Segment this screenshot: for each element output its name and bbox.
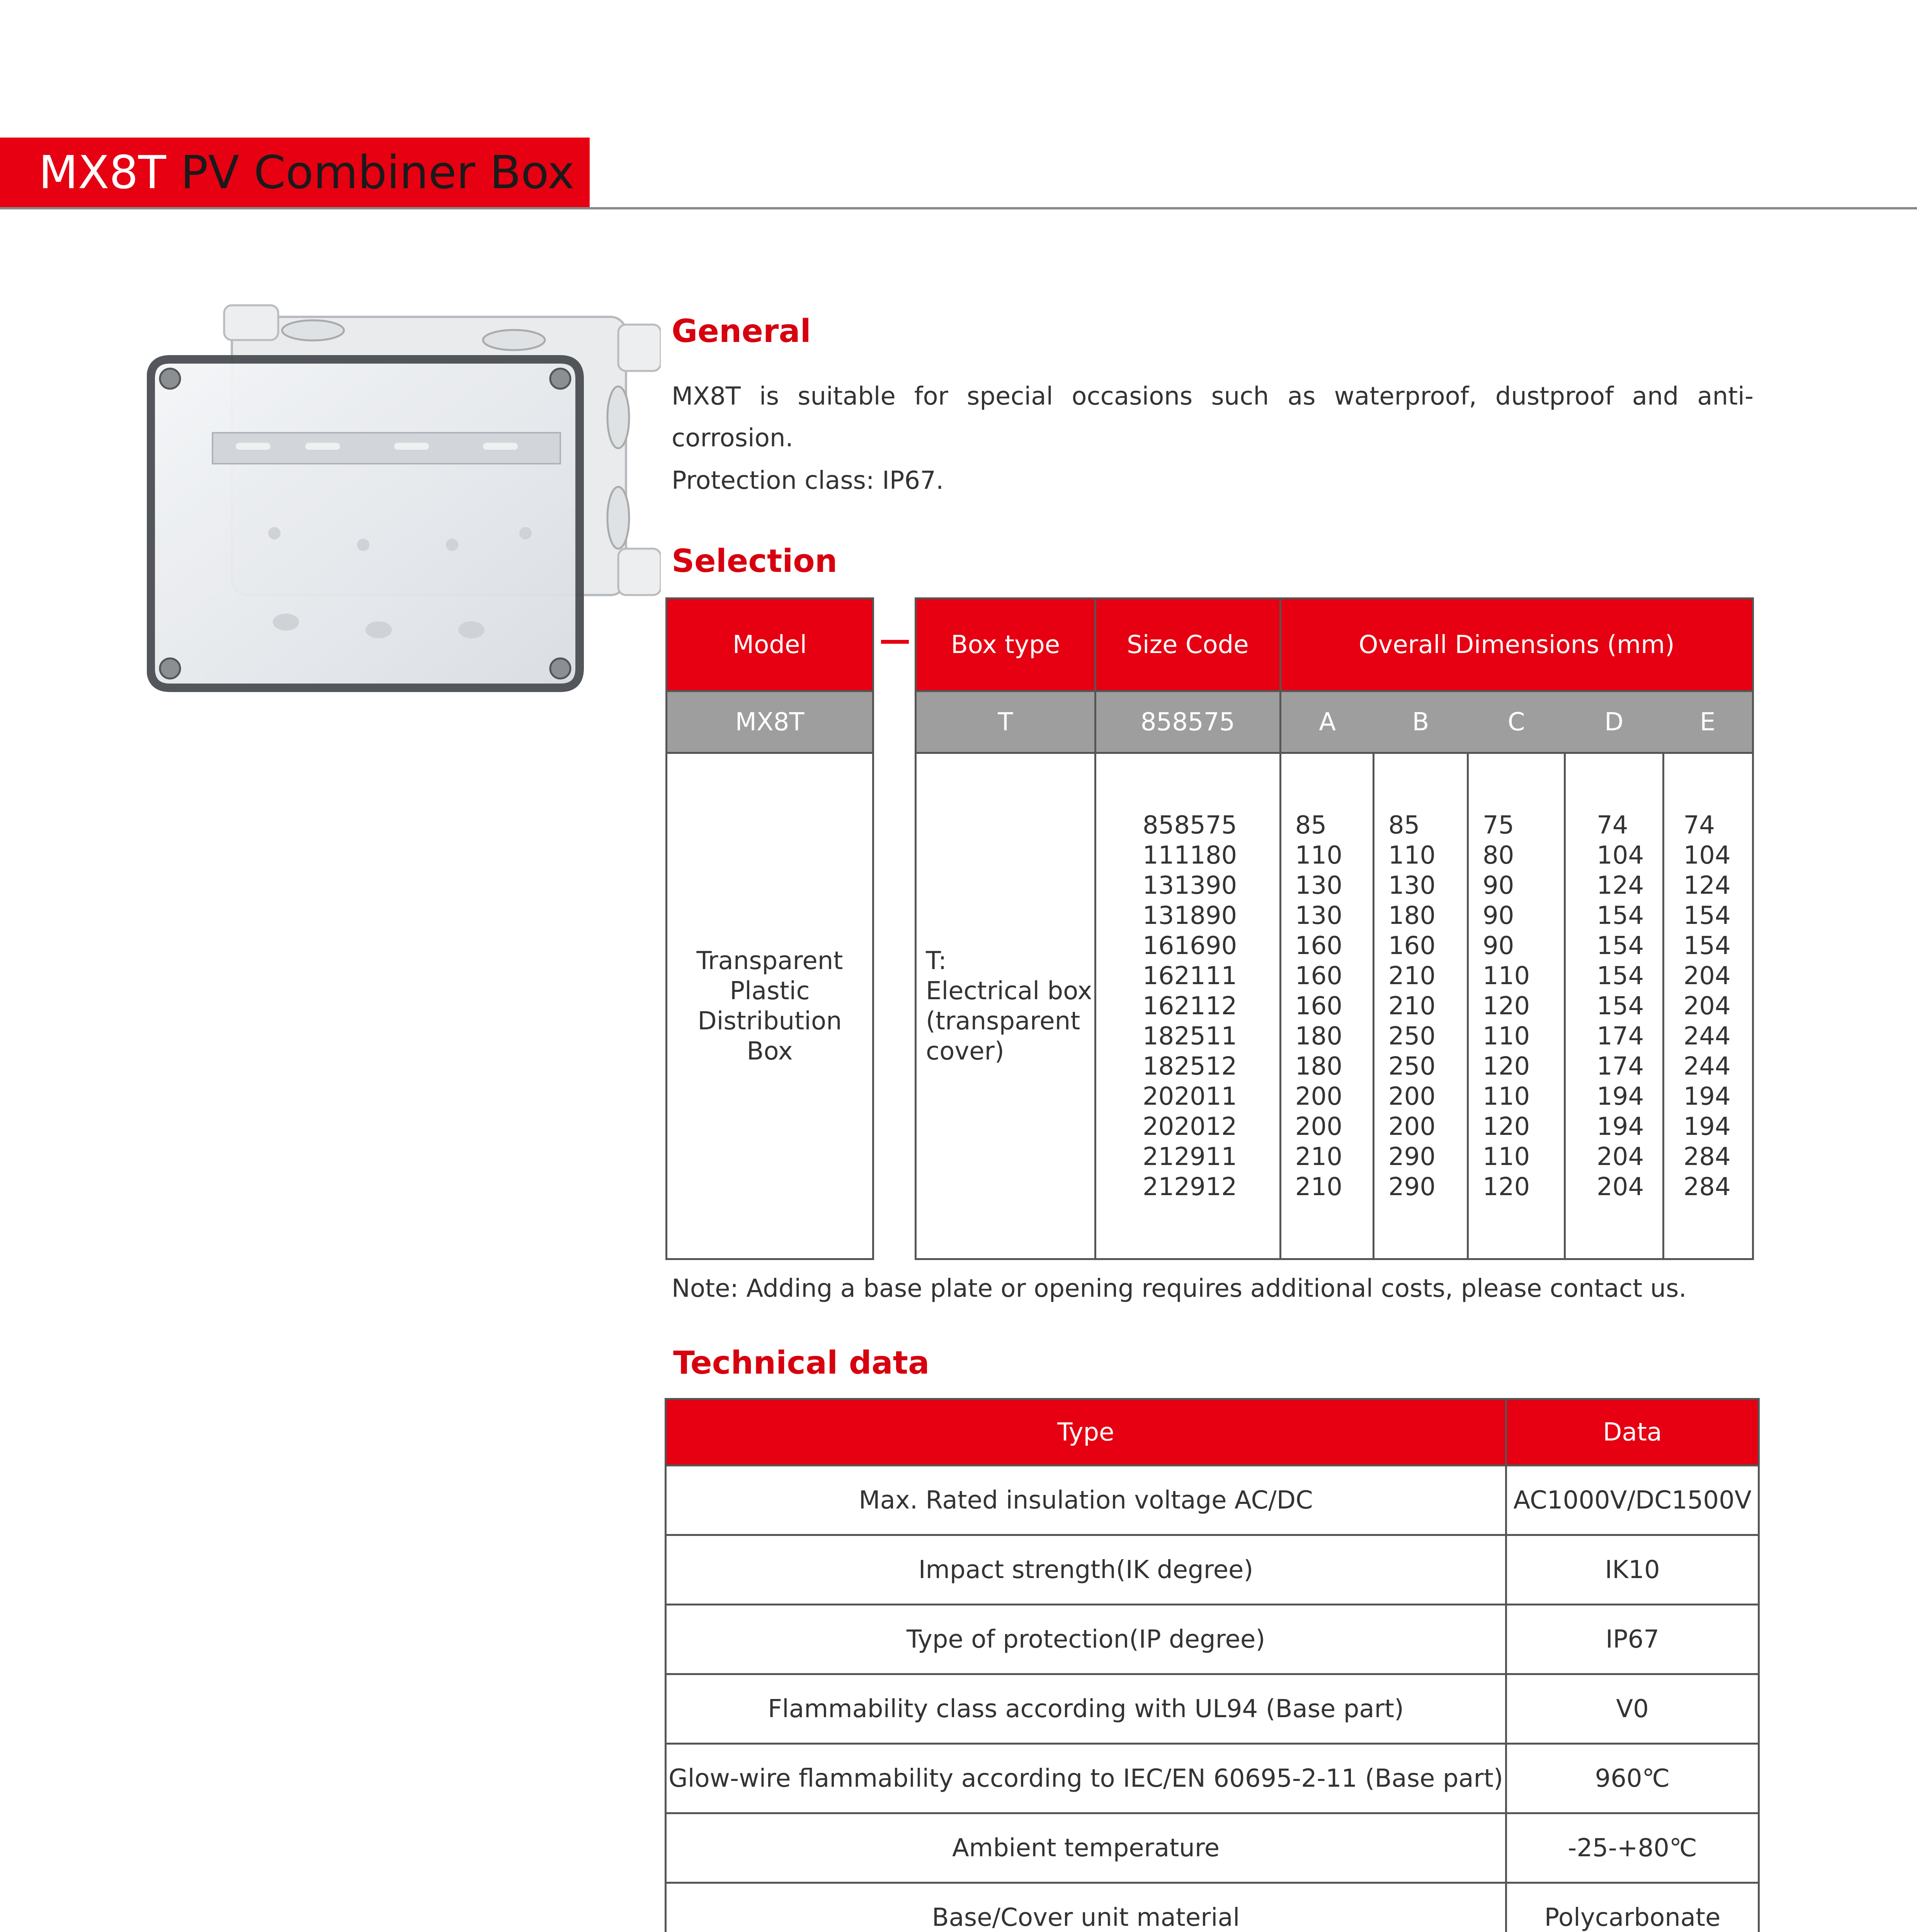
tech-data-cell: 960℃ <box>1506 1744 1759 1813</box>
tech-data-cell: AC1000V/DC1500V <box>1506 1466 1759 1535</box>
tech-type-cell: Max. Rated insulation voltage AC/DC <box>666 1466 1506 1535</box>
type-header: Type <box>666 1399 1506 1466</box>
header-rule <box>0 207 1917 209</box>
dim-label-a: A <box>1280 691 1373 753</box>
dim-label-b: B <box>1373 691 1468 753</box>
tech-data-cell: -25-+80℃ <box>1506 1813 1759 1883</box>
tech-data-cell: IP67 <box>1506 1605 1759 1674</box>
tech-type-cell: Flammability class according with UL94 (Base part) <box>666 1674 1506 1744</box>
table-row <box>666 1744 1759 1813</box>
size-code-header: Size Code <box>1095 599 1280 691</box>
size-code-list: 858575 111180 131390 131890 161690 162111 162112 182511 182512 202011 202012 212911 212912 <box>1095 753 1280 1259</box>
page-title <box>39 138 575 207</box>
table-row <box>666 1605 1759 1674</box>
tech-data-cell: V0 <box>1506 1674 1759 1744</box>
product-photo <box>147 301 661 703</box>
general-heading: General <box>672 313 811 350</box>
box-type-example: T <box>916 691 1095 753</box>
dim-label-e: E <box>1663 691 1753 753</box>
selection-table <box>915 597 1754 1260</box>
dim-d-list: 74 104 124 154 154 154 154 174 174 194 194 204 204 <box>1565 753 1663 1259</box>
dim-a-list: 85 110 130 130 160 160 160 180 180 200 200 210 210 <box>1280 753 1373 1259</box>
technical-table <box>665 1398 1760 1932</box>
selection-model-table <box>665 597 874 1260</box>
selection-dash <box>876 598 913 683</box>
selection-note: Note: Adding a base plate or opening requires additional costs, please contact us. <box>672 1274 1687 1303</box>
tech-type-cell: Glow-wire flammability according to IEC/EN 60695-2-11 (Base part) <box>666 1744 1506 1813</box>
tech-type-cell: Type of protection(IP degree) <box>666 1605 1506 1674</box>
tech-data-cell: IK10 <box>1506 1535 1759 1605</box>
box-type-header: Box type <box>916 599 1095 691</box>
model-example: MX8T <box>667 691 873 753</box>
selection-heading: Selection <box>672 543 838 580</box>
title-model: MX8T <box>39 146 166 199</box>
dim-label-d: D <box>1565 691 1663 753</box>
table-row <box>666 1813 1759 1883</box>
technical-heading: Technical data <box>673 1345 930 1381</box>
dim-b-list: 85 110 130 180 160 210 210 250 250 200 200 290 290 <box>1373 753 1468 1259</box>
title-product: PV Combiner Box <box>180 146 575 199</box>
dim-c-list: 75 80 90 90 90 110 120 110 120 110 120 110 120 <box>1468 753 1565 1259</box>
tech-type-cell: Ambient temperature <box>666 1813 1506 1883</box>
model-description: Transparent Plastic Distribution Box <box>667 753 873 1259</box>
dim-label-c: C <box>1468 691 1565 753</box>
dim-e-list: 74 104 124 154 154 204 204 244 244 194 194 284 284 <box>1663 753 1753 1259</box>
table-row <box>666 1883 1759 1932</box>
model-header: Model <box>667 599 873 691</box>
table-row <box>666 1535 1759 1605</box>
tech-data-cell: Polycarbonate <box>1506 1883 1759 1932</box>
table-row <box>666 1466 1759 1535</box>
overall-dimensions-header: Overall Dimensions (mm) <box>1280 599 1753 691</box>
table-row <box>666 1674 1759 1744</box>
tech-type-cell: Base/Cover unit material <box>666 1883 1506 1932</box>
data-header: Data <box>1506 1399 1759 1466</box>
general-description: MX8T is suitable for special occasions such as waterproof, dustproof and anti-corrosion. <box>672 382 1754 452</box>
size-code-example: 858575 <box>1095 691 1280 753</box>
box-type-description: T: Electrical box (transparent cover) <box>916 753 1095 1259</box>
protection-class: Protection class: IP67. <box>672 466 944 495</box>
tech-type-cell: Impact strength(IK degree) <box>666 1535 1506 1605</box>
